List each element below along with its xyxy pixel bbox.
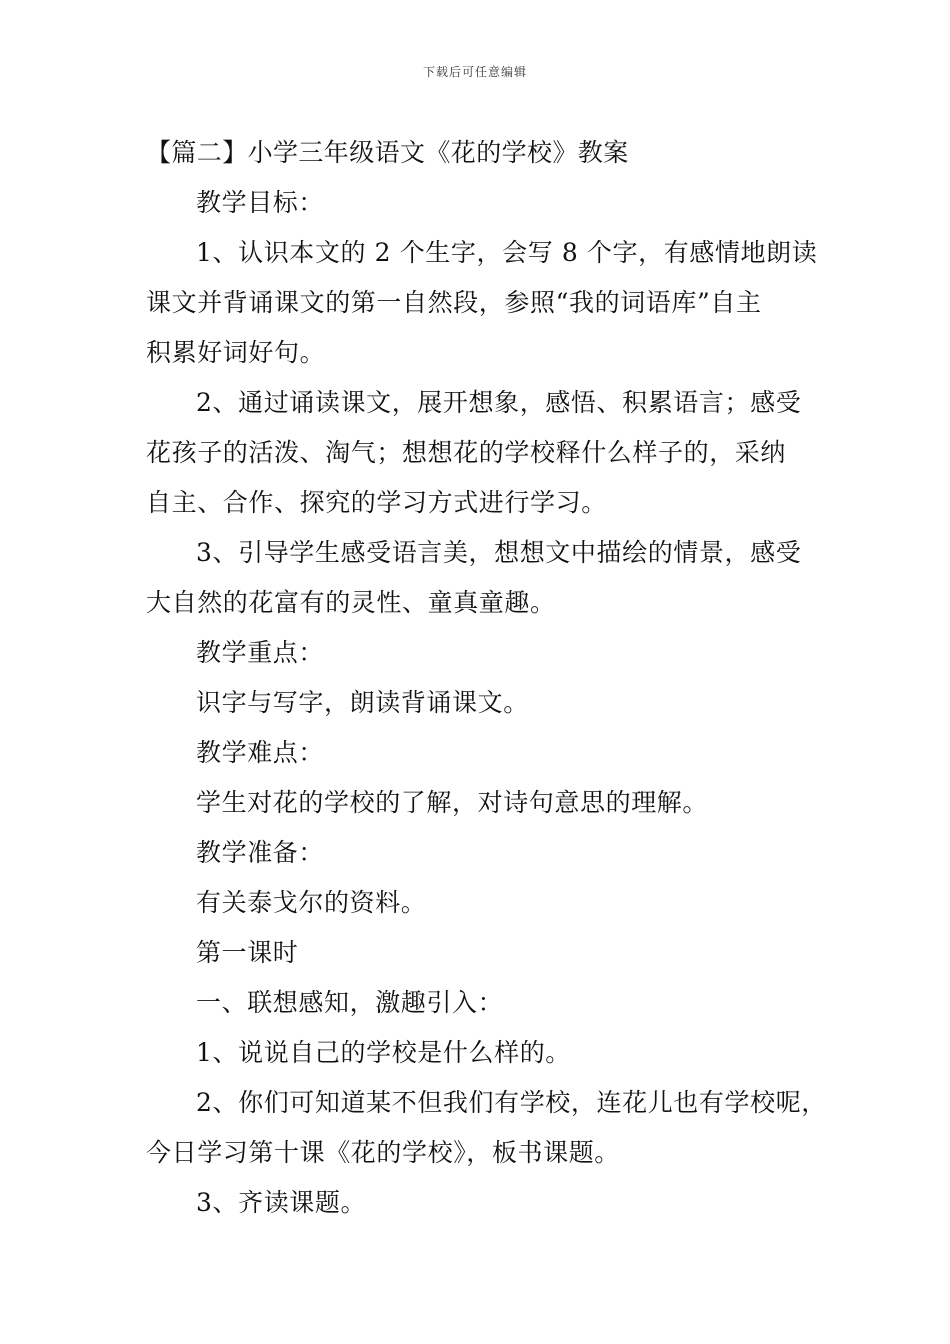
- step-3-text: 3、齐读课题。: [196, 1188, 367, 1217]
- paragraph-line: 2、你们可知道某不但我们有学校，连花儿也有学校呢，: [196, 1088, 827, 1117]
- section-heading-key-points: 教学重点：: [196, 638, 325, 667]
- key-points-text: 识字与写字，朗读背诵课文。: [196, 688, 529, 717]
- step-one-heading: 一、联想感知，激趣引入：: [196, 988, 504, 1017]
- section-heading-preparation: 教学准备：: [196, 838, 325, 867]
- objective-3-paragraph: [146, 528, 816, 628]
- paragraph-line: 自主、合作、探究的学习方式进行学习。: [146, 488, 607, 517]
- paragraph-line: 花孩子的活泼、淘气；想想花的学校释什么样子的，采纳: [146, 438, 787, 467]
- paragraph-line: 1、认识本文的 2 个生字，会写 8 个字，有感情地朗读: [196, 238, 818, 267]
- objective-2-paragraph: [146, 378, 816, 528]
- section-heading-objectives: 教学目标：: [196, 188, 325, 217]
- page-header-note: 下载后可任意编辑: [422, 65, 527, 79]
- step-2-paragraph: [146, 1078, 827, 1178]
- paragraph-line: 积累好词好句。: [146, 338, 326, 367]
- paragraph-line: 3、引导学生感受语言美，想想文中描绘的情景，感受: [196, 538, 802, 567]
- paragraph-line: 大自然的花富有的灵性、童真童趣。: [146, 588, 556, 617]
- preparation-text: 有关泰戈尔的资料。: [196, 888, 427, 917]
- document-title: 【篇二】小学三年级语文《花的学校》教案: [146, 138, 629, 167]
- paragraph-line: 课文并背诵课文的第一自然段，参照“我的词语库”自主: [146, 288, 762, 317]
- paragraph-line: 2、通过诵读课文，展开想象，感悟、积累语言；感受: [196, 388, 802, 417]
- lesson-label: 第一课时: [196, 938, 299, 967]
- document-body: [146, 128, 827, 1228]
- step-1-text: 1、说说自己的学校是什么样的。: [196, 1038, 571, 1067]
- difficulties-text: 学生对花的学校的了解，对诗句意思的理解。: [196, 788, 709, 817]
- objective-1-paragraph: [146, 228, 816, 378]
- paragraph-line: 今日学习第十课《花的学校》，板书课题。: [146, 1138, 620, 1167]
- section-heading-difficulties: 教学难点：: [196, 738, 325, 767]
